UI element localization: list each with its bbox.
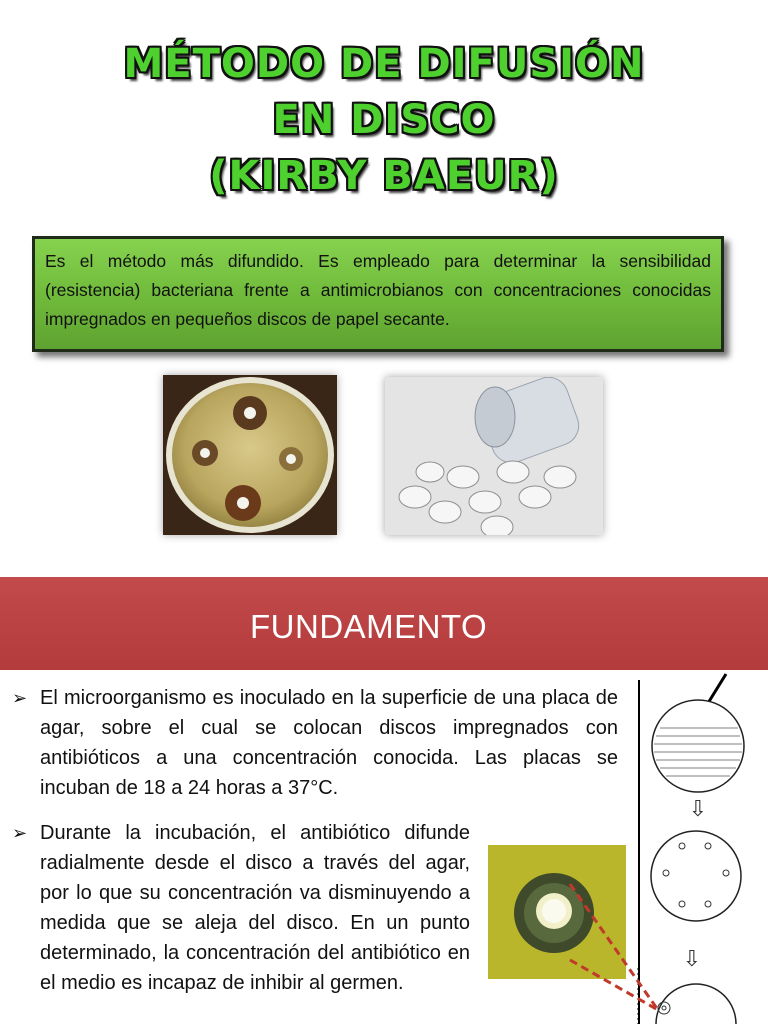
petri-dish-illustration [163, 375, 337, 535]
down-arrow-icon: ⇩ [682, 947, 702, 972]
title-line-2: EN DISCO [272, 97, 496, 143]
bullet-text: Durante la incubación, el antibiótico difunde radialmente desde el disco a través del agar, por lo que su concentración va disminuyendo a medida que se aleja del disco. En un punto determinado, la concentración del antibiótico en el medio es incapaz de inhibir al germen. [40, 822, 470, 994]
down-arrow-icon: ⇩ [688, 797, 708, 822]
antibiotic-discs-photo [385, 377, 603, 535]
bullet-text: El microorganismo es inoculado en la superficie de una placa de agar, sobre el cual se colocan discos impregnados con antibióticos a una concentración conocida. Las placas se incuban de 18 a 24 horas a 37°C. [40, 687, 618, 799]
dashed-pointer-arrow [560, 880, 680, 1020]
title-line-1: MÉTODO DE DIFUSIÓN [123, 41, 645, 87]
bullet-item [12, 818, 470, 998]
discs-illustration [385, 377, 603, 535]
slide-title [0, 36, 768, 204]
intro-box [32, 236, 724, 352]
title-line-3: (KIRBY BAEUR) [209, 153, 559, 199]
arrow-bullet-icon: ➢ [12, 823, 28, 843]
intro-text: Es el método más difundido. Es empleado para determinar la sensibilidad (resistencia) bacteriana frente a antimicrobianos con concentraciones conocidas impregnados en pequeños discos de papel secante. [45, 251, 711, 329]
arrow-bullet-icon: ➢ [12, 688, 28, 708]
petri-dish-photo [163, 375, 337, 535]
bullet-item [12, 683, 618, 803]
section-heading: FUNDAMENTO [250, 608, 488, 645]
